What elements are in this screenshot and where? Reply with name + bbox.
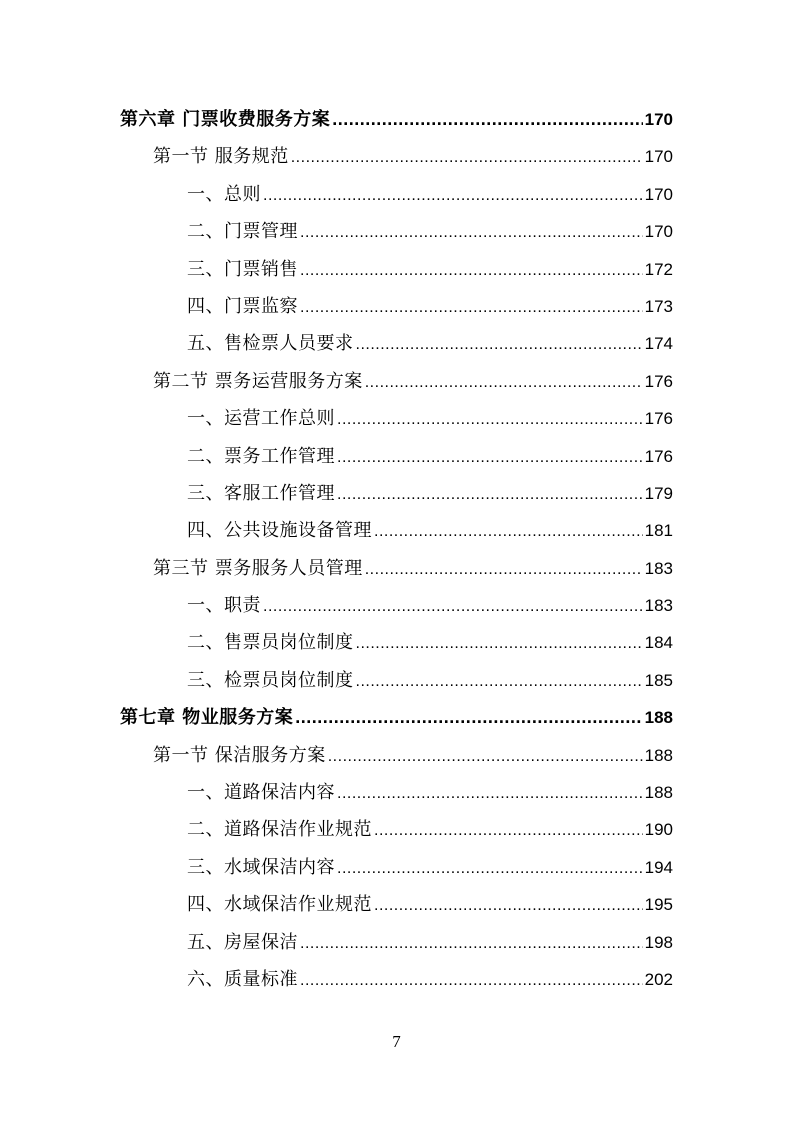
toc-entry-title: 第六章 门票收费服务方案 <box>120 109 331 130</box>
toc-entry-page: 194 <box>644 857 673 877</box>
toc-entry-item[interactable] <box>120 438 673 475</box>
toc-entry-item[interactable] <box>120 325 673 362</box>
toc-dot-leader <box>291 139 643 176</box>
toc-dot-leader <box>295 699 642 736</box>
toc-entry-title: 二、门票管理 <box>187 221 298 243</box>
toc-entry-title: 第三节 票务服务人员管理 <box>153 557 363 579</box>
toc-entry-title: 五、房屋保洁 <box>187 931 298 953</box>
toc-entry-page: 183 <box>644 558 673 578</box>
page-number: 7 <box>392 1032 401 1051</box>
toc-dot-leader <box>365 364 643 401</box>
toc-entry-title: 三、检票员岗位制度 <box>187 669 354 691</box>
toc-entry-item[interactable] <box>120 251 673 288</box>
toc-entry-page: 170 <box>644 222 673 242</box>
toc-entry-section[interactable] <box>120 138 673 175</box>
toc-entry-chapter[interactable] <box>120 699 673 736</box>
toc-entry-title: 四、水域保洁作业规范 <box>187 894 372 916</box>
toc-entry-title: 二、道路保洁作业规范 <box>187 819 372 841</box>
table-of-contents <box>120 101 673 998</box>
toc-entry-page: 172 <box>644 259 673 279</box>
toc-dot-leader <box>337 401 643 438</box>
toc-entry-item[interactable] <box>120 774 673 811</box>
toc-entry-title: 一、总则 <box>187 183 261 205</box>
toc-dot-leader <box>300 214 643 251</box>
toc-entry-item[interactable] <box>120 624 673 661</box>
toc-entry-title: 二、售票员岗位制度 <box>187 632 354 654</box>
toc-entry-page: 174 <box>644 334 673 354</box>
toc-entry-title: 三、客服工作管理 <box>187 482 335 504</box>
toc-entry-title: 第二节 票务运营服务方案 <box>153 370 363 392</box>
toc-entry-page: 179 <box>644 483 673 503</box>
toc-dot-leader <box>263 177 643 214</box>
toc-entry-title: 第一节 服务规范 <box>153 146 289 168</box>
toc-entry-page: 190 <box>644 820 673 840</box>
toc-dot-leader <box>365 551 643 588</box>
toc-dot-leader <box>374 887 643 924</box>
toc-dot-leader <box>300 252 643 289</box>
toc-dot-leader <box>337 775 643 812</box>
toc-entry-section[interactable] <box>120 550 673 587</box>
toc-entry-page: 176 <box>644 446 673 466</box>
toc-entry-page: 188 <box>644 783 673 803</box>
toc-entry-page: 202 <box>644 969 673 989</box>
toc-entry-section[interactable] <box>120 363 673 400</box>
toc-entry-page: 176 <box>644 371 673 391</box>
toc-entry-page: 170 <box>644 184 673 204</box>
toc-dot-leader <box>374 513 643 550</box>
toc-dot-leader <box>374 812 643 849</box>
toc-entry-item[interactable] <box>120 886 673 923</box>
toc-entry-title: 三、水域保洁内容 <box>187 856 335 878</box>
toc-entry-item[interactable] <box>120 924 673 961</box>
toc-entry-page: 184 <box>644 633 673 653</box>
toc-entry-item[interactable] <box>120 213 673 250</box>
toc-dot-leader <box>328 738 643 775</box>
toc-entry-item[interactable] <box>120 849 673 886</box>
toc-dot-leader <box>356 663 643 700</box>
toc-entry-page: 181 <box>644 521 673 541</box>
toc-entry-page: 185 <box>644 670 673 690</box>
toc-entry-page: 173 <box>644 296 673 316</box>
toc-dot-leader <box>300 289 643 326</box>
toc-entry-item[interactable] <box>120 400 673 437</box>
toc-entry-item[interactable] <box>120 587 673 624</box>
toc-dot-leader <box>356 625 643 662</box>
toc-entry-title: 一、运营工作总则 <box>187 408 335 430</box>
toc-entry-item[interactable] <box>120 288 673 325</box>
toc-dot-leader <box>356 326 643 363</box>
toc-entry-title: 一、道路保洁内容 <box>187 782 335 804</box>
toc-entry-page: 188 <box>644 708 673 728</box>
toc-entry-page: 170 <box>644 147 673 167</box>
toc-entry-title: 四、公共设施设备管理 <box>187 520 372 542</box>
toc-entry-title: 五、售检票人员要求 <box>187 333 354 355</box>
toc-entry-page: 188 <box>644 745 673 765</box>
toc-dot-leader <box>300 925 643 962</box>
toc-entry-title: 一、职责 <box>187 595 261 617</box>
toc-entry-page: 195 <box>644 895 673 915</box>
toc-entry-title: 六、质量标准 <box>187 968 298 990</box>
toc-entry-item[interactable] <box>120 475 673 512</box>
toc-entry-page: 176 <box>644 409 673 429</box>
toc-dot-leader <box>300 962 643 999</box>
toc-entry-item[interactable] <box>120 176 673 213</box>
toc-dot-leader <box>337 850 643 887</box>
toc-entry-item[interactable] <box>120 512 673 549</box>
toc-entry-page: 183 <box>644 596 673 616</box>
toc-entry-chapter[interactable] <box>120 101 673 138</box>
toc-dot-leader <box>263 588 643 625</box>
toc-entry-item[interactable] <box>120 662 673 699</box>
toc-entry-title: 二、票务工作管理 <box>187 445 335 467</box>
toc-entry-page: 170 <box>644 110 673 129</box>
toc-entry-title: 第七章 物业服务方案 <box>120 707 294 729</box>
toc-entry-title: 三、门票销售 <box>187 258 298 280</box>
toc-dot-leader <box>332 101 642 138</box>
toc-entry-page: 198 <box>644 932 673 952</box>
toc-dot-leader <box>337 439 643 476</box>
toc-entry-title: 第一节 保洁服务方案 <box>153 744 326 766</box>
toc-entry-section[interactable] <box>120 737 673 774</box>
toc-entry-item[interactable] <box>120 811 673 848</box>
toc-entry-title: 四、门票监察 <box>187 295 298 317</box>
toc-dot-leader <box>337 476 643 513</box>
toc-entry-item[interactable] <box>120 961 673 998</box>
